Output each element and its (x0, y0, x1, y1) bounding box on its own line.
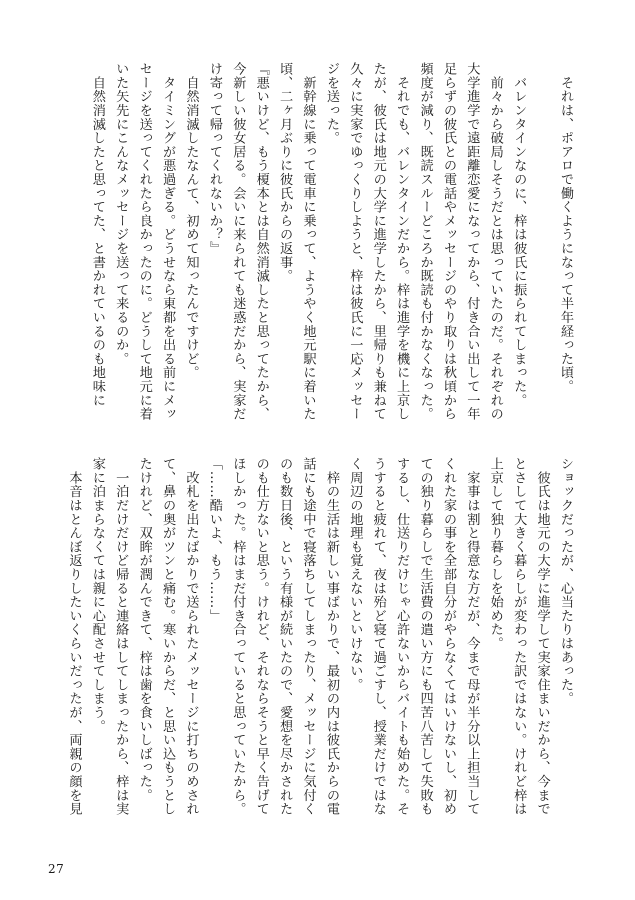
text-line: 家事は割と得意な方だが、今まで母が半分以上担当して (464, 457, 480, 816)
text-line: て、鼻の奥がツンと痛む。寒いからだ、と思い込もうとし (160, 457, 176, 816)
text-line: 新幹線に乗って電車に乗って、ようやく地元駅に着いた (300, 62, 316, 421)
text-line: 家に泊まらなくては親に心配させてしまう。 (89, 457, 105, 733)
text-line: いた矢先にこんなメッセージを送って来るのか。 (113, 62, 129, 366)
text-line: 自然消滅したと思ってた、と書かれているのも地味に (89, 62, 105, 407)
text-line: するし、仕送りだけじゃ心許ないからバイトも始めた。そ (394, 457, 410, 816)
text-line: 改札を出たばかりで送られたメッセージに打ちのめされ (183, 457, 199, 816)
lower-text-block (62, 457, 577, 852)
text-line: 頃、二ヶ月ぶりに彼氏からの返事。 (277, 62, 293, 283)
text-line: うすると疲れて、夜は殆ど寝て過ごすし、授業だけではな (370, 457, 386, 816)
upper-text-block (85, 62, 577, 462)
text-line: ほしかった。梓はまだ付き合っていると思っていたから。 (230, 457, 246, 816)
text-line: 話にも途中で寝落ちしてしまったり、メッセージに気付く (300, 457, 316, 816)
text-line: 久々に実家でゆっくりしようと、梓は彼氏に一応メッセー (347, 62, 363, 421)
text-line: セージを送ってくれたら良かったのに。どうして地元に着 (136, 62, 152, 421)
text-line: け寄って帰ってくれないか？』 (206, 62, 222, 256)
text-line: 頻度が減り、既読スルーどころか既読も付かなくなった。 (417, 62, 433, 421)
text-line: それは、ポアロで働くようになって半年経った頃。 (558, 62, 573, 394)
text-line: タイミングが悪過ぎる。どうせなら東都を出る前にメッ (160, 62, 176, 421)
text-line: 彼氏は地元の大学に進学して実家住まいだから、今まで (534, 457, 550, 816)
text-line: バレンタインなのに、梓は彼氏に振られてしまった。 (511, 62, 527, 407)
text-line: 梓の生活は新しい事ばかりで、最初の内は彼氏からの電 (323, 457, 339, 816)
text-line: くれた家の事を全部自分がやらなくてはいけないし、初め (440, 457, 456, 816)
text-line: 足らずの彼氏との電話やメッセージのやり取りは秋頃から (440, 62, 456, 421)
text-line: たが、彼氏は地元の大学に進学したから、里帰りも兼ねて (370, 62, 386, 421)
text-line: 前々から破局しそうだとは思っていたのだ。それぞれの (487, 62, 503, 421)
text-line: のも数日後、という有様が続いたので、愛想を尽かされた (277, 457, 293, 816)
text-line (530, 62, 553, 462)
text-line: 上京して独り暮らしを始めた。 (487, 457, 503, 651)
page-number: 27 (48, 862, 65, 876)
text-line: 本音はとんぼ返りしたいくらいだったが、両親の顔を見 (66, 457, 82, 816)
text-line: ショックだったが、心当たりはあった。 (558, 457, 573, 706)
text-line: 自然消滅したなんて、初めて知ったんですけど。 (183, 62, 199, 380)
text-line: それでも、バレンタインだから。梓は進学を機に上京し (394, 62, 410, 421)
text-line: ての独り暮らしで生活費の遣い方にも四苦八苦して失敗も (417, 457, 433, 816)
text-line: たけれど、双眸が潤んできて、梓は歯を食いしばった。 (136, 457, 152, 802)
text-line: 今新しい彼女居る。会いに来られても迷惑だから、実家だ (230, 62, 246, 421)
text-line: とさして大きく暮らしが変わった訳ではない。けれど梓は (511, 457, 527, 816)
text-line: く周辺の地理も覚えないといけない。 (347, 457, 363, 692)
text-line: ジを送った。 (323, 62, 339, 145)
text-line: 「……酷いよ、もう……」 (206, 457, 222, 623)
text-line: 大学進学で遠距離恋愛になってから、付き合い出して一年 (464, 62, 480, 421)
text-line: 一泊だけだけど帰ると連絡はしてしまったから、梓は実 (113, 457, 129, 816)
text-line: のも仕方ないと思う。けれど、それならそうと早く告げて (253, 457, 269, 816)
text-line: 『悪いけど、もう榎本とは自然消滅したと思ってたから、 (253, 62, 269, 421)
